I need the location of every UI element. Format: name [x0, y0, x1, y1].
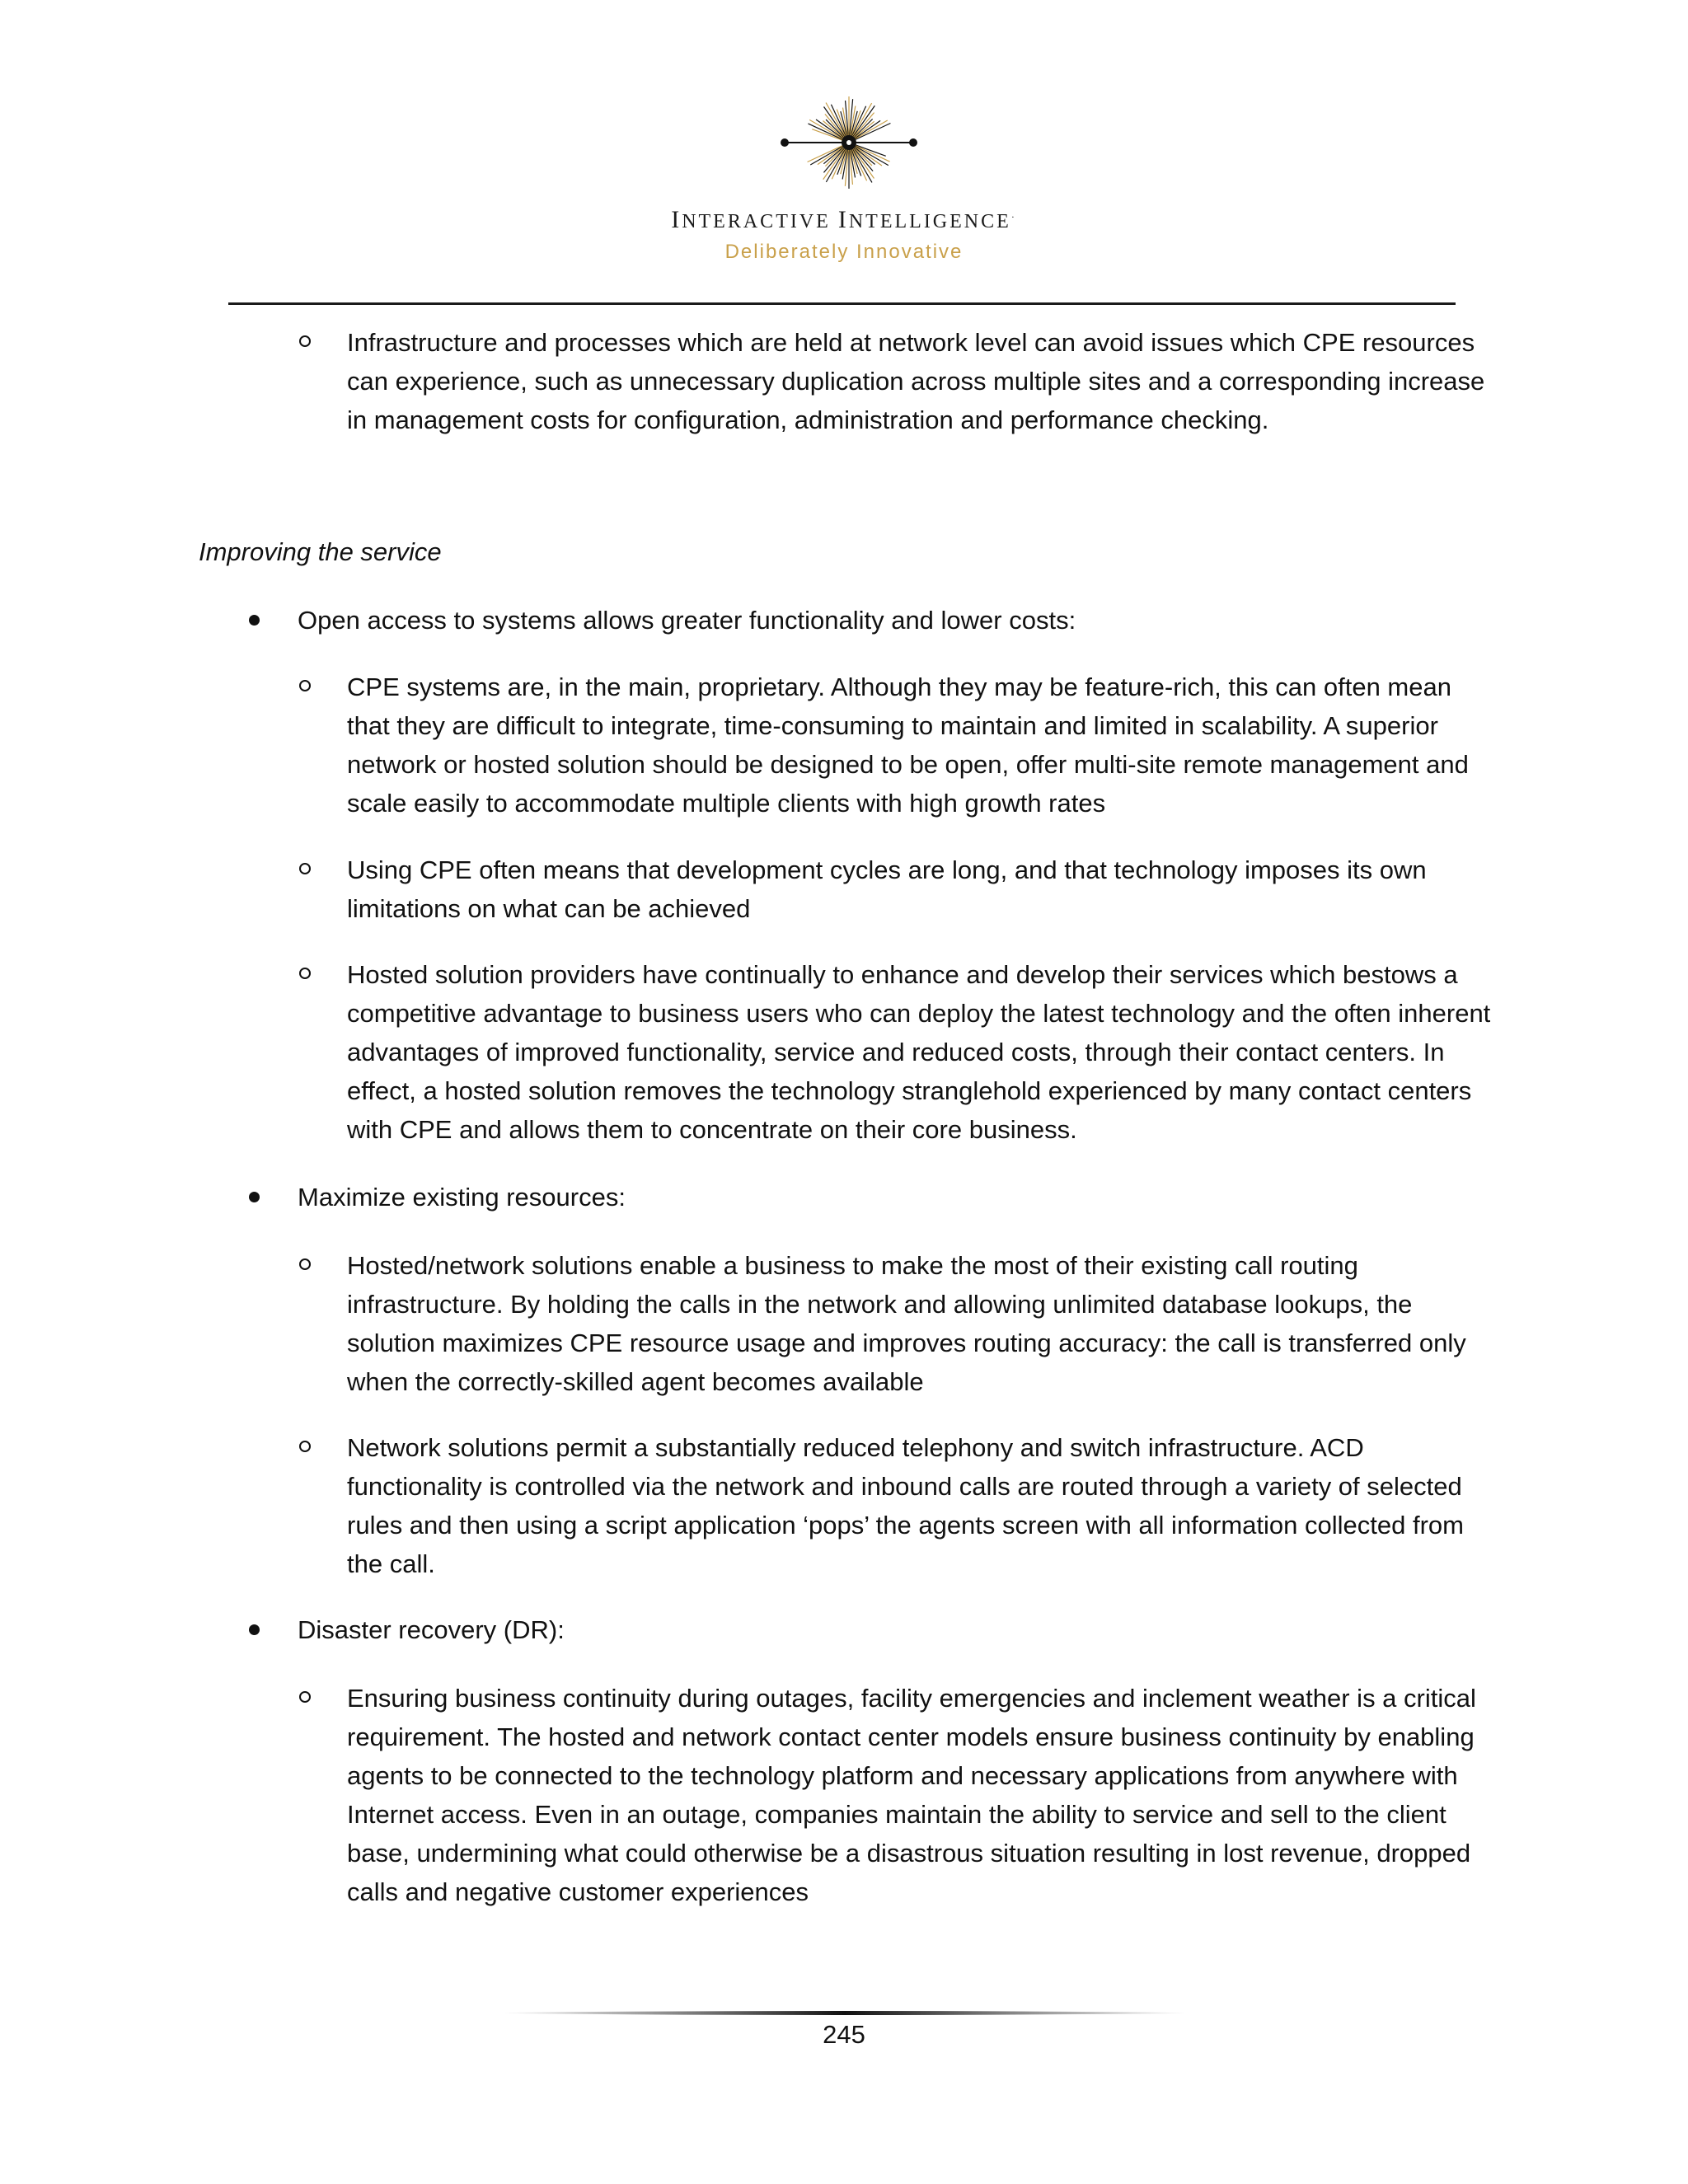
sub-bullet-marker	[299, 1691, 311, 1703]
sub-bullet-marker	[299, 863, 311, 874]
section-heading: Improving the service	[199, 537, 442, 566]
bullet-item: Open access to systems allows greater functionality and lower costs:	[298, 606, 1076, 635]
sub-list-item: Infrastructure and processes which are held at network level can avoid issues which CPE resources can experience, such as unnecessary duplication across multiple sites and a corresponding increase in management costs for configuration, administration and performance checking.	[347, 328, 1485, 434]
sub-bullet-marker	[299, 335, 311, 347]
sub-list-item: CPE systems are, in the main, proprietary. Although they may be feature-rich, this can often mean that they are difficult to integrate, time-consuming to maintain and limited in scalability. A superior network or hosted solution should be designed to be open, offer multi-site remote management and scale easily to accommodate multiple clients with high growth rates	[347, 673, 1469, 818]
bullet-marker	[249, 1192, 260, 1202]
bullet-item: Maximize existing resources:	[298, 1183, 626, 1212]
brand-name: INTERACTIVE INTELLIGENCE·	[671, 206, 1017, 233]
company-logo	[778, 95, 920, 197]
sub-list-item: Ensuring business continuity during outages, facility emergencies and inclement weather is a critical requirement. The hosted and network contact center models ensure business continuity by enabling agents to be connected to the technology platform and necessary applications from anywhere with Internet access. Even in an outage, companies maintain the ability to service and sell to the client base, undermining what could otherwise be a disastrous situation resulting in lost revenue, dropped calls and negative customer experiences	[347, 1684, 1476, 1906]
sub-list-item: Network solutions permit a substantially reduced telephony and switch infrastructure. ACD functionality is controlled via the network and inbound calls are routed through a variety of selected rules and then using a script application ‘pops’ the agents screen with all information collected from the call.	[347, 1433, 1464, 1578]
sub-bullet-marker	[299, 1258, 311, 1270]
sub-list-item: Hosted solution providers have continually to enhance and develop their services which bestows a competitive advantage to business users who can deploy the latest technology and the often inherent advantages of improved functionality, service and reduced costs, through their contact centers. In effect, a hosted solution removes the technology stranglehold experienced by many contact centers with CPE and allows them to concentrate on their core business.	[347, 960, 1491, 1144]
bullet-item: Disaster recovery (DR):	[298, 1615, 565, 1644]
footer-divider	[503, 2010, 1187, 2018]
bullet-marker	[249, 615, 260, 626]
bullet-marker	[249, 1624, 260, 1635]
sub-list-item: Using CPE often means that development cycles are long, and that technology imposes its own limitations on what can be achieved	[347, 855, 1427, 923]
sub-list-item: Hosted/network solutions enable a business to make the most of their existing call routing infrastructure. By holding the calls in the network and allowing unlimited database lookups, the solution maximizes CPE resource usage and improves routing accuracy: the call is transferred only when the correctly-skilled agent becomes available	[347, 1251, 1466, 1396]
brand-tagline: Deliberately Innovative	[724, 241, 964, 263]
sub-bullet-marker	[299, 1441, 311, 1452]
page-number: 245	[823, 2020, 865, 2049]
header-divider	[228, 302, 1456, 305]
sub-bullet-marker	[299, 968, 311, 979]
sub-bullet-marker	[299, 680, 311, 691]
